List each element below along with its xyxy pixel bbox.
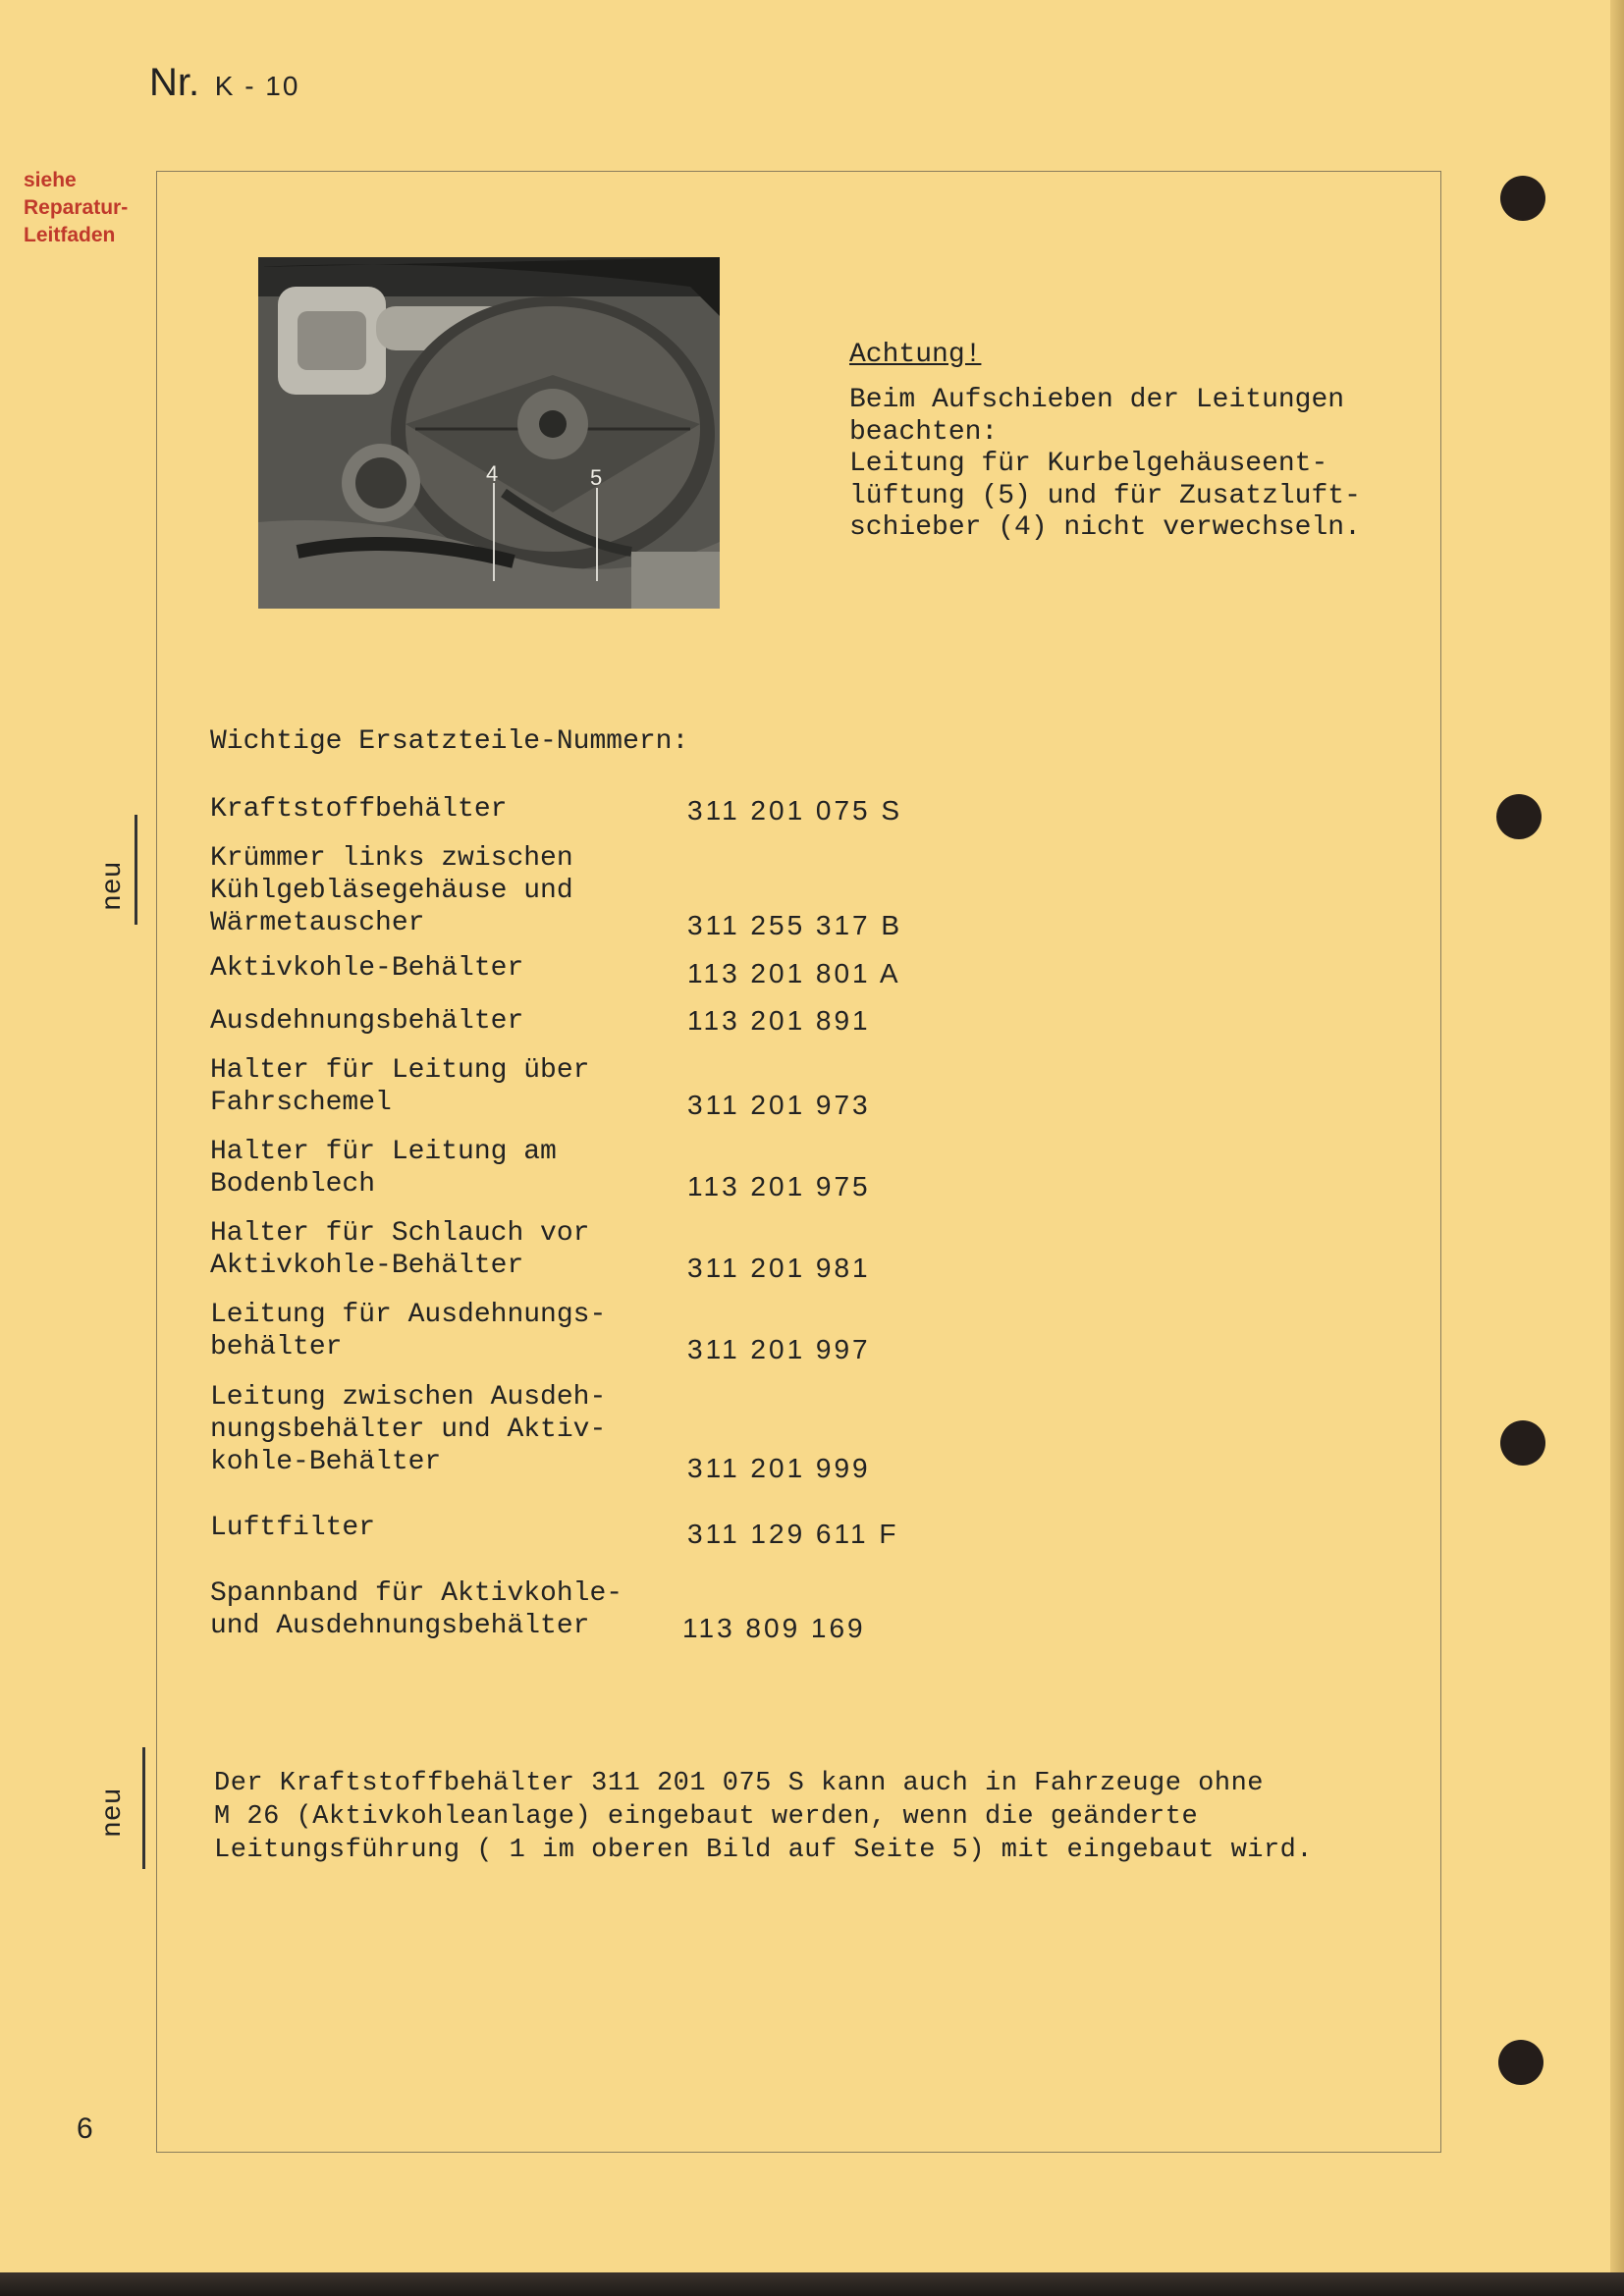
part-row xyxy=(210,1005,523,1038)
part-row xyxy=(210,1299,606,1363)
part-row xyxy=(210,793,507,826)
punch-hole xyxy=(1500,176,1545,221)
part-number: 113 809 169 xyxy=(682,1613,866,1643)
part-name: Kraftstoffbehälter xyxy=(210,794,508,825)
part-name: Leitung für Ausdehnungs- behälter xyxy=(210,1300,607,1362)
page-number: 6 xyxy=(77,2112,93,2145)
part-number: 311 201 997 xyxy=(687,1334,871,1364)
punch-hole xyxy=(1496,794,1542,839)
part-number: 311 201 075 S xyxy=(687,795,903,826)
part-number: 311 201 973 xyxy=(687,1090,871,1120)
engine-photo xyxy=(258,257,720,609)
nr-label: Nr. xyxy=(149,61,200,104)
part-number: 311 201 981 xyxy=(687,1253,871,1283)
part-number: 311 201 999 xyxy=(687,1453,871,1483)
achtung-text: Beim Aufschieben der Leitungen beachten: Leitung für Kurbelgehäuseent- lüftung (5) und für Zusatzluft- schieber (4) nicht verwechseln. xyxy=(849,385,1361,543)
achtung-title: Achtung! xyxy=(849,340,982,370)
photo-callout-5: 5 xyxy=(590,465,603,490)
part-name: Ausdehnungsbehälter xyxy=(210,1006,524,1037)
part-name: Halter für Leitung über Fahrschemel xyxy=(210,1055,590,1118)
achtung-note xyxy=(849,340,1361,545)
punch-hole xyxy=(1500,1420,1545,1466)
scan-background xyxy=(0,2272,1624,2296)
part-name: Halter für Schlauch vor Aktivkohle-Behälter xyxy=(210,1218,590,1281)
part-name: Halter für Leitung am Bodenblech xyxy=(210,1137,557,1200)
doc-code: K - 10 xyxy=(214,71,300,101)
page-edge xyxy=(1610,0,1624,2296)
part-name: Leitung zwischen Ausdeh- nungsbehälter und Aktiv- kohle-Behälter xyxy=(210,1382,607,1477)
document-number xyxy=(149,61,299,105)
part-row xyxy=(210,1054,589,1119)
part-name: Aktivkohle-Behälter xyxy=(210,953,524,984)
margin-note-line: Reparatur- xyxy=(24,196,129,219)
part-row xyxy=(210,1136,557,1201)
neu-label-upper: neu xyxy=(98,861,129,911)
engine-photo-drawing xyxy=(258,257,720,609)
part-row xyxy=(210,1512,375,1544)
part-row xyxy=(210,952,523,985)
change-bar-upper xyxy=(135,815,137,925)
part-name: Krümmer links zwischen Kühlgebläsegehäuse und Wärmetauscher xyxy=(210,843,573,938)
part-name: Spannband für Aktivkohle- und Ausdehnungsbehälter xyxy=(210,1578,623,1641)
change-bar-lower xyxy=(142,1747,145,1869)
margin-note-line: Leitfaden xyxy=(24,224,116,246)
part-row xyxy=(210,1577,623,1642)
punch-hole xyxy=(1498,2040,1543,2085)
part-row xyxy=(210,1217,589,1282)
footnote: Der Kraftstoffbehälter 311 201 075 S kann auch in Fahrzeuge ohne M 26 (Aktivkohleanlage) eingebaut werden, wenn die geänderte Leitungsführung ( 1 im oberen Bild auf Seite 5) mit eingebaut wird. xyxy=(214,1769,1314,1865)
parts-heading: Wichtige Ersatzteile-Nummern: xyxy=(210,726,689,757)
margin-note-line: siehe xyxy=(24,169,77,191)
part-number: 113 201 891 xyxy=(687,1005,871,1036)
part-row xyxy=(210,842,573,939)
margin-note xyxy=(24,167,141,249)
part-row xyxy=(210,1381,606,1478)
neu-label-lower: neu xyxy=(98,1788,129,1838)
part-number: 311 129 611 F xyxy=(687,1519,899,1549)
part-number: 113 201 801 A xyxy=(687,958,901,988)
part-number: 113 201 975 xyxy=(687,1171,871,1201)
photo-callout-4: 4 xyxy=(486,461,499,486)
part-number: 311 255 317 B xyxy=(687,910,903,940)
part-name: Luftfilter xyxy=(210,1513,376,1543)
